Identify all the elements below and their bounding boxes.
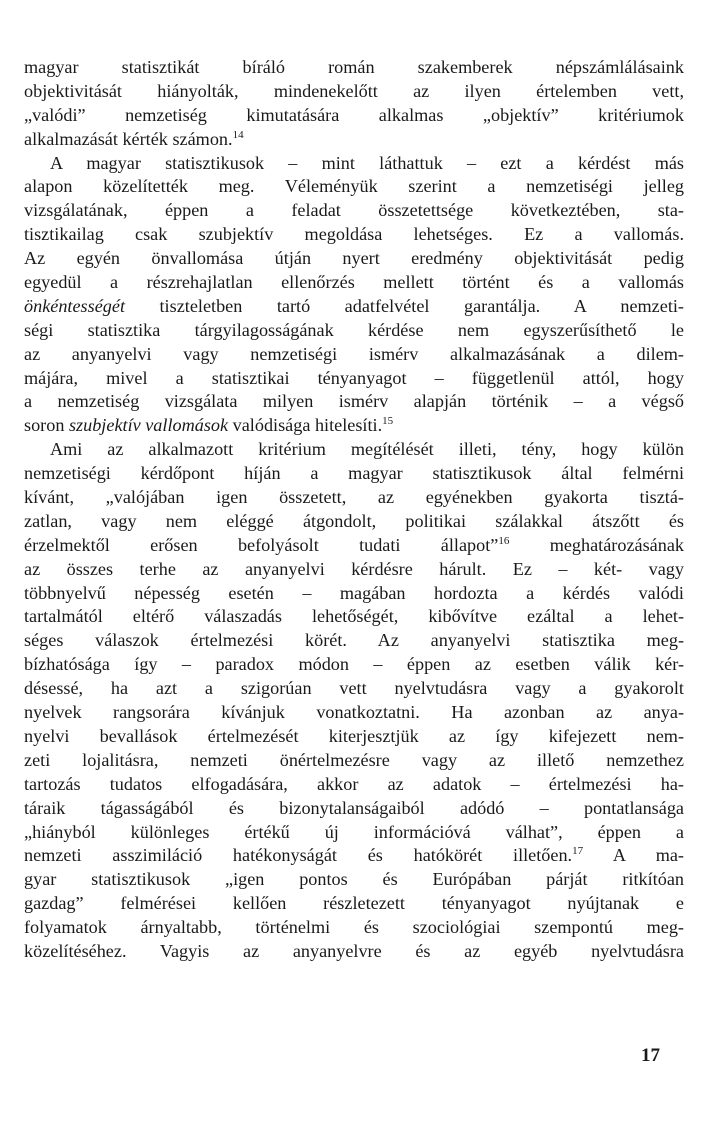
text-line bbox=[24, 80, 684, 104]
text-line bbox=[24, 199, 684, 223]
text-segment: zatlan, vagy nem eléggé átgondolt, politikai szálakkal átszőtt és bbox=[24, 510, 684, 531]
text-line bbox=[24, 56, 684, 80]
text-segment: tiszteletben tartó adatfelvétel garantálja. A nemzeti- bbox=[125, 295, 684, 316]
text-line bbox=[24, 844, 684, 868]
text-segment: nemzetiségi kérdőpont híján a magyar statisztikusok által felmérni bbox=[24, 463, 684, 484]
text-line bbox=[24, 749, 684, 773]
text-segment: gyar statisztikusok „igen pontos és Európában párját ritkítóan bbox=[24, 869, 684, 890]
text-segment: nyelvek rangsorára kívánjuk vonatkoztatni. Ha azonban az anya- bbox=[24, 702, 684, 723]
text-segment: tisztikailag csak szubjektív megoldása lehetséges. Ez a vallomás. bbox=[24, 224, 684, 245]
text-line bbox=[24, 462, 684, 486]
text-segment: tartalmától eltérő válaszadás lehetőségét, kibővítve ezáltal a lehet- bbox=[24, 606, 684, 627]
text-line bbox=[24, 821, 684, 845]
text-segment: alapon közelítették meg. Véleményük szerint a nemzetiségi jelleg bbox=[24, 176, 684, 197]
text-line bbox=[24, 152, 684, 176]
text-line bbox=[24, 916, 684, 940]
text-line bbox=[24, 868, 684, 892]
text-segment: désessé, ha azt a szigorúan vett nyelvtudásra vagy a gyakorolt bbox=[24, 678, 684, 699]
text-segment: egyedül a részrehajlatlan ellenőrzés mellett történt és a vallomás bbox=[24, 272, 684, 293]
text-segment: érzelmektől erősen befolyásolt tudati állapot” bbox=[24, 534, 499, 555]
text-segment: bízhatósága így – paradox módon – éppen az esetben válik kér- bbox=[24, 654, 684, 675]
text-segment: az anyanyelvi vagy nemzetiségi ismérv alkalmazásának a dilem- bbox=[24, 343, 684, 364]
text-line bbox=[24, 104, 684, 128]
text-segment: valódisága hitelesíti. bbox=[228, 415, 383, 436]
text-segment: közelítéséhez. Vagyis az anyanyelvre és az egyéb nyelvtudásra bbox=[24, 940, 684, 961]
body-text bbox=[24, 56, 684, 964]
text-line bbox=[24, 653, 684, 677]
text-segment: kívánt, „valójában igen összetett, az egyénekben gyakorta tisztá- bbox=[24, 487, 684, 508]
text-line bbox=[24, 892, 684, 916]
text-line bbox=[24, 414, 684, 438]
text-segment: Az egyén önvallomása útján nyert eredmény objektivitását pedig bbox=[24, 248, 684, 269]
text-line bbox=[24, 247, 684, 271]
text-line bbox=[24, 558, 684, 582]
text-segment: séges válaszok értelmezési körét. Az anyanyelvi statisztika meg- bbox=[24, 630, 684, 651]
footnote-ref: 15 bbox=[382, 415, 394, 428]
text-line bbox=[24, 438, 684, 462]
text-segment: soron bbox=[24, 415, 69, 436]
text-line bbox=[24, 797, 684, 821]
footnote-ref: 14 bbox=[232, 128, 244, 141]
text-segment: többnyelvű népesség esetén – magában hordozta a kérdés valódi bbox=[24, 582, 684, 603]
text-line bbox=[24, 677, 684, 701]
text-segment: ségi statisztika tárgyilagosságának kérdése nem egyszerűsíthető le bbox=[24, 319, 684, 340]
text-line bbox=[24, 629, 684, 653]
text-line bbox=[24, 534, 684, 558]
text-segment: A ma- bbox=[583, 845, 684, 866]
text-line bbox=[24, 223, 684, 247]
text-line bbox=[24, 319, 684, 343]
text-segment: meghatározásának bbox=[509, 534, 685, 555]
text-segment: nemzeti asszimiláció hatékonyságát és hatókörét illetően. bbox=[24, 845, 573, 866]
text-segment: „hiányból különleges értékű új információvá válhat”, éppen a bbox=[24, 821, 684, 842]
text-segment: tartozás tudatos elfogadására, akkor az adatok – értelmezési ha- bbox=[24, 773, 684, 794]
text-line bbox=[24, 701, 684, 725]
text-line bbox=[24, 725, 684, 749]
italic-text: szubjektív vallomások bbox=[68, 415, 229, 436]
text-line bbox=[24, 390, 684, 414]
text-line bbox=[24, 773, 684, 797]
footnote-ref: 16 bbox=[498, 534, 510, 547]
italic-text: önkéntességét bbox=[24, 295, 125, 316]
text-segment: gazdag” felmérései kellően részletezett tényanyagot nyújtanak e bbox=[24, 893, 684, 914]
text-line bbox=[24, 605, 684, 629]
text-line bbox=[24, 940, 684, 964]
text-segment: objektivitását hiányolták, mindenekelőtt az ilyen értelemben vett, bbox=[24, 80, 684, 101]
text-segment: zeti lojalitásra, nemzeti önértelmezésre vagy az illető nemzethez bbox=[24, 749, 684, 770]
text-line bbox=[24, 510, 684, 534]
page-number: 17 bbox=[641, 1045, 660, 1066]
text-segment: az összes terhe az anyanyelvi kérdésre hárult. Ez – két- vagy bbox=[24, 558, 684, 579]
text-line bbox=[24, 128, 684, 152]
footnote-ref: 17 bbox=[572, 845, 584, 858]
text-line bbox=[24, 175, 684, 199]
text-line bbox=[24, 486, 684, 510]
text-segment: folyamatok árnyaltabb, történelmi és szociológiai szempontú meg- bbox=[24, 917, 684, 938]
text-line bbox=[24, 295, 684, 319]
text-line bbox=[24, 367, 684, 391]
text-segment: májára, mivel a statisztikai tényanyagot – függetlenül attól, hogy bbox=[24, 367, 684, 388]
text-segment: A magyar statisztikusok – mint láthattuk – ezt a kérdést más bbox=[50, 152, 684, 173]
text-segment: alkalmazását kérték számon. bbox=[24, 128, 233, 149]
text-line bbox=[24, 271, 684, 295]
text-segment: nyelvi bevallások értelmezését kiterjesztjük az így kifejezett nem- bbox=[24, 725, 684, 746]
text-segment: Ami az alkalmazott kritérium megítélését illeti, tény, hogy külön bbox=[50, 439, 684, 460]
text-segment: a nemzetiség vizsgálata milyen ismérv alapján történik – a végső bbox=[24, 391, 684, 412]
text-segment: vizsgálatának, éppen a feladat összetettsége következtében, sta- bbox=[24, 200, 684, 221]
text-segment: magyar statisztikát bíráló román szakemberek népszámlálásaink bbox=[24, 57, 684, 77]
text-line bbox=[24, 343, 684, 367]
text-segment: „valódi” nemzetiség kimutatására alkalmas „objektív” kritériumok bbox=[24, 104, 684, 125]
text-line bbox=[24, 582, 684, 606]
text-segment: táraik tágasságából és bizonytalanságaiból adódó – pontatlansága bbox=[24, 797, 684, 818]
